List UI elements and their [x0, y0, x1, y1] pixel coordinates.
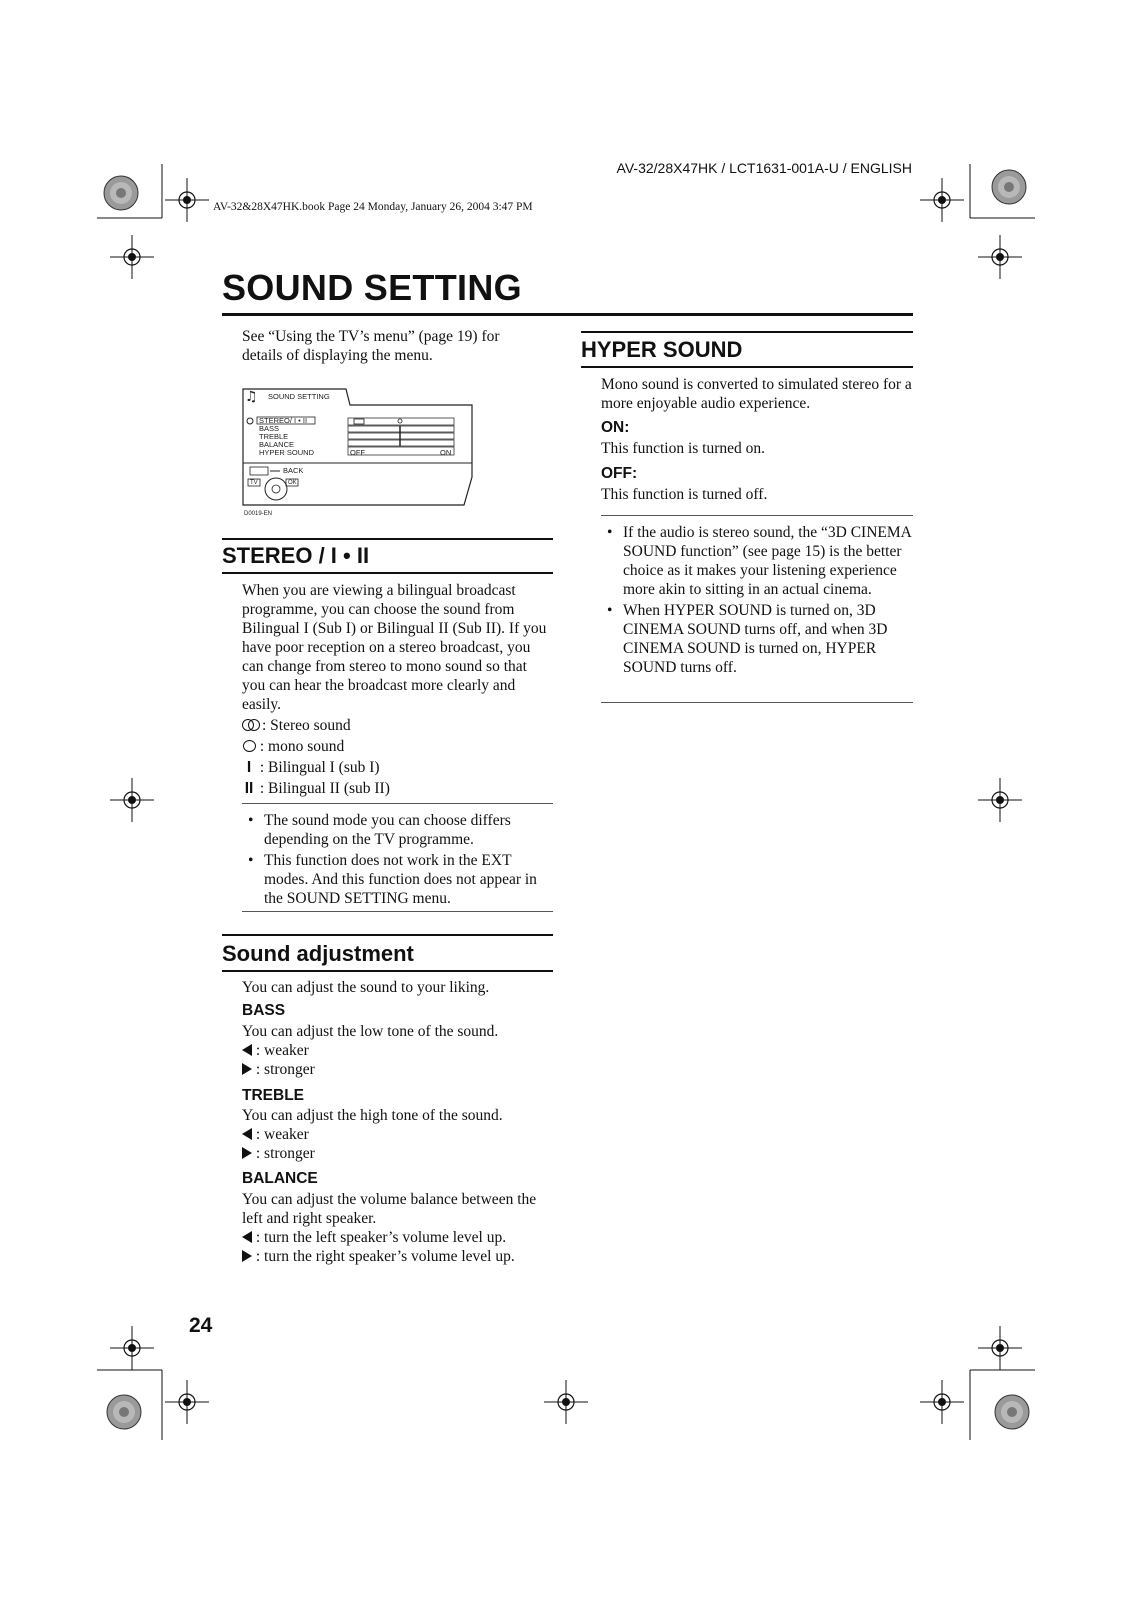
- osd-off-label: OFF: [350, 448, 365, 457]
- stereo-rule-top: [222, 538, 553, 540]
- stereo-mode-text: : mono sound: [256, 738, 345, 755]
- osd-menu-title: SOUND SETTING: [268, 392, 330, 401]
- osd-on-label: ON: [440, 448, 452, 457]
- adjust-intro: You can adjust the sound to your liking.: [242, 979, 490, 996]
- stereo-rule-bottom: [222, 572, 553, 574]
- balance-right-text: : turn the right speaker’s volume level up.: [255, 1248, 515, 1265]
- stereo-notes-rule-top: [242, 803, 553, 804]
- stereo-notes: [242, 811, 554, 908]
- bass-left: [242, 1041, 309, 1060]
- bilingual-1-icon: I: [246, 759, 252, 776]
- note-text: If the audio is stereo sound, the “3D CINEMA SOUND function” (see page 15) is the better choice as it makes your listening experience more akin to sitting in an actual cinema.: [623, 524, 911, 598]
- bass-right: [242, 1060, 315, 1079]
- right-arrow-icon: [242, 1063, 252, 1075]
- page-title: SOUND SETTING: [222, 267, 522, 308]
- osd-item: BASS: [259, 424, 280, 433]
- book-info: AV-32&28X47HK.book Page 24 Monday, January 26, 2004 3:47 PM: [213, 201, 533, 213]
- hyper-notes-rule-top: [601, 515, 913, 516]
- treble-right: [242, 1144, 315, 1163]
- stereo-mode-list: [242, 716, 390, 800]
- note-item: • If the audio is stereo sound, the “3D CINEMA SOUND function” (see page 15) is the better choice as it makes your listening experience more akin to sitting in an actual cinema.: [607, 524, 911, 598]
- title-rule: [222, 313, 913, 316]
- stereo-mode-text: : Bilingual I (sub I): [256, 759, 380, 776]
- adjust-rule-top: [222, 934, 553, 936]
- stereo-mode-row: [242, 737, 390, 758]
- stereo-mode-row: [242, 716, 390, 737]
- hyper-notes-rule-bottom: [601, 702, 913, 703]
- hyper-rule-bottom: [581, 366, 913, 368]
- treble-right-text: : stronger: [255, 1145, 315, 1162]
- page-number: 24: [189, 1314, 213, 1337]
- balance-label: BALANCE: [242, 1170, 318, 1187]
- note-item: • When HYPER SOUND is turned on, 3D CINEMA SOUND turns off, and when 3D CINEMA SOUND is turned on, HYPER SOUND turns off.: [607, 602, 888, 676]
- left-arrow-icon: [242, 1044, 252, 1056]
- hyper-off-desc: This function is turned off.: [601, 486, 768, 503]
- doc-code: AV-32/28X47HK / LCT1631-001A-U / ENGLISH: [616, 160, 912, 176]
- osd-item: TREBLE: [259, 432, 289, 441]
- stereo-mode-row: [242, 779, 390, 800]
- stereo-mode-text: : Stereo sound: [262, 717, 351, 734]
- adjust-rule-bottom: [222, 970, 553, 972]
- balance-desc: You can adjust the volume balance between the left and right speaker.: [242, 1191, 537, 1227]
- hyper-heading: HYPER SOUND: [581, 337, 743, 362]
- right-arrow-icon: [242, 1147, 252, 1159]
- hyper-off-label: OFF:: [601, 465, 638, 482]
- note-text: This function does not work in the EXT modes. And this function does not appear in the SOUND SETTING menu.: [264, 852, 537, 907]
- osd-item: STEREO/ I • II: [259, 416, 308, 425]
- note-text: The sound mode you can choose differs depending on the TV programme.: [264, 812, 511, 848]
- osd-tv-label: TV: [250, 480, 258, 486]
- treble-left-text: : weaker: [255, 1126, 309, 1143]
- stereo-mode-row: [242, 758, 390, 779]
- balance-left: [242, 1228, 506, 1247]
- intro-text: See “Using the TV’s menu” (page 19) for details of displaying the menu.: [242, 328, 500, 364]
- note-item: • The sound mode you can choose differs depending on the TV programme.: [248, 812, 511, 848]
- note-item: • This function does not work in the EXT modes. And this function does not appear in the SOUND SETTING menu.: [248, 852, 537, 907]
- bass-right-text: : stronger: [255, 1061, 315, 1078]
- adjust-heading: Sound adjustment: [222, 941, 414, 966]
- treble-desc: You can adjust the high tone of the sound.: [242, 1107, 503, 1124]
- balance-right: [242, 1247, 515, 1266]
- note-text: When HYPER SOUND is turned on, 3D CINEMA SOUND turns off, and when 3D CINEMA SOUND is turned on, HYPER SOUND turns off.: [623, 602, 888, 676]
- osd-item: HYPER SOUND: [259, 448, 315, 457]
- hyper-body: Mono sound is converted to simulated stereo for a more enjoyable audio experience.: [601, 376, 912, 412]
- treble-left: [242, 1125, 309, 1144]
- stereo-mode-text: : Bilingual II (sub II): [256, 780, 390, 797]
- left-arrow-icon: [242, 1128, 252, 1140]
- hyper-rule-top: [581, 331, 913, 333]
- stereo-icon: [242, 719, 262, 731]
- treble-label: TREBLE: [242, 1087, 304, 1104]
- svg-text:♫: ♫: [245, 389, 258, 405]
- bass-left-text: : weaker: [255, 1042, 309, 1059]
- hyper-on-desc: This function is turned on.: [601, 440, 766, 457]
- bilingual-2-icon: II: [244, 780, 254, 797]
- stereo-notes-rule-bottom: [242, 911, 553, 912]
- osd-image-code: D0019-EN: [244, 511, 273, 517]
- osd-ok-label: OK: [288, 480, 297, 486]
- left-arrow-icon: [242, 1231, 252, 1243]
- osd-back-label: BACK: [283, 466, 304, 475]
- stereo-heading: STEREO / I • II: [222, 543, 370, 568]
- right-arrow-icon: [242, 1250, 252, 1262]
- bass-label: BASS: [242, 1002, 286, 1019]
- mono-icon: [242, 740, 256, 752]
- osd-menu-illustration: [242, 387, 474, 517]
- balance-left-text: : turn the left speaker’s volume level up.: [255, 1229, 507, 1246]
- stereo-body: When you are viewing a bilingual broadcast programme, you can choose the sound from Bilingual I (Sub I) or Bilingual II (Sub II). If you have poor reception on a stereo broadcast, you can change from stereo to mono sound so that you can hear the broadcast more clearly and easily.: [242, 582, 547, 713]
- hyper-on-label: ON:: [601, 419, 630, 436]
- bass-desc: You can adjust the low tone of the sound.: [242, 1023, 499, 1040]
- hyper-notes: [601, 523, 913, 677]
- osd-item: BALANCE: [259, 440, 295, 449]
